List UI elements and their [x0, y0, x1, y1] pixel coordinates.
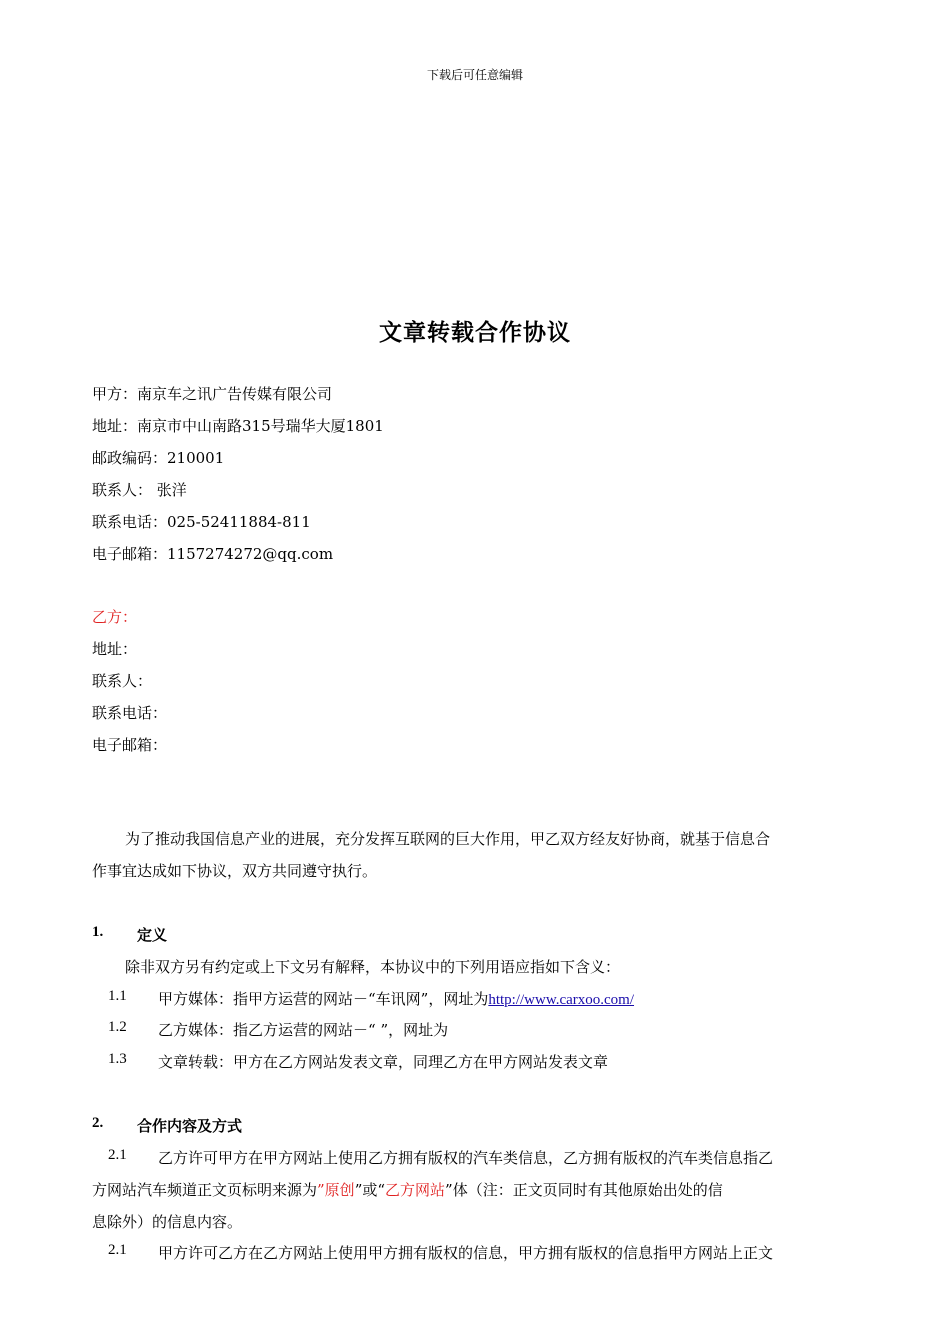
- header-note: 下载后可任意编辑: [426, 68, 523, 82]
- section-1-heading: 定义: [137, 926, 168, 944]
- party-a-name: 甲方：南京车之讯广告传媒有限公司: [92, 385, 333, 403]
- intro-line-2: 作事宜达成如下协议，双方共同遵守执行。: [92, 862, 378, 880]
- item-1-2-number: 1.2: [108, 1019, 127, 1035]
- item-2-1-line-2-c: ”体（注：正文页同时有其他原始出处的信: [445, 1181, 723, 1199]
- item-2-1-number: 2.1: [108, 1147, 127, 1163]
- party-a-contact: 联系人： 张洋: [92, 481, 187, 499]
- item-2-2-number: 2.1: [108, 1242, 127, 1258]
- item-1-2-text: 乙方媒体：指乙方运营的网站－“ ”，网址为: [158, 1021, 449, 1039]
- section-1-number: 1.: [92, 924, 104, 940]
- item-2-2-line-1: 甲方许可乙方在乙方网站上使用甲方拥有版权的信息，甲方拥有版权的信息指甲方网站上正文: [158, 1244, 774, 1262]
- section-2-number: 2.: [92, 1115, 104, 1131]
- party-a-phone: 联系电话：025-52411884-811: [92, 513, 311, 531]
- carxoo-link[interactable]: http://www.carxoo.com/: [488, 992, 635, 1008]
- party-b-site-label: 乙方网站: [385, 1181, 446, 1199]
- item-1-1-number: 1.1: [108, 988, 127, 1004]
- party-a-address: 地址：南京市中山南路315号瑞华大厦1801: [92, 417, 384, 435]
- item-2-1-line-2-a: 方网站汽车频道正文页标明来源为: [92, 1181, 318, 1199]
- document-title: 文章转载合作协议: [379, 319, 571, 346]
- item-2-1-line-1: 乙方许可甲方在甲方网站上使用乙方拥有版权的汽车类信息，乙方拥有版权的汽车类信息指乙: [158, 1149, 774, 1167]
- item-2-1-line-2: [92, 1179, 723, 1200]
- item-1-3-text: 文章转载：甲方在乙方网站发表文章，同理乙方在甲方网站发表文章: [158, 1053, 609, 1071]
- item-1-1-text: [158, 988, 634, 1009]
- item-1-1-body: 甲方媒体：指甲方运营的网站－“车讯网”，网址为: [158, 990, 489, 1008]
- party-b-email: 电子邮箱：: [92, 736, 168, 754]
- section-1-lead: 除非双方另有约定或上下文另有解释，本协议中的下列用语应指如下含义：: [125, 958, 621, 976]
- item-1-3-number: 1.3: [108, 1051, 127, 1067]
- party-a-email: 电子邮箱：1157274272@qq.com: [92, 545, 334, 563]
- intro-line-1: 为了推动我国信息产业的进展，充分发挥互联网的巨大作用，甲乙双方经友好协商，就基于信息合: [125, 830, 771, 848]
- section-2-heading: 合作内容及方式: [137, 1117, 243, 1135]
- party-a-postcode: 邮政编码：210001: [92, 449, 225, 467]
- party-b-name: 乙方：: [92, 608, 138, 626]
- party-b-address: 地址：: [92, 640, 138, 658]
- original-label: ”原创: [317, 1181, 355, 1199]
- party-b-contact: 联系人：: [92, 672, 153, 690]
- item-2-1-line-3: 息除外）的信息内容。: [92, 1213, 243, 1231]
- item-2-1-line-2-b: ”或“: [354, 1181, 386, 1199]
- party-b-phone: 联系电话：: [92, 704, 168, 722]
